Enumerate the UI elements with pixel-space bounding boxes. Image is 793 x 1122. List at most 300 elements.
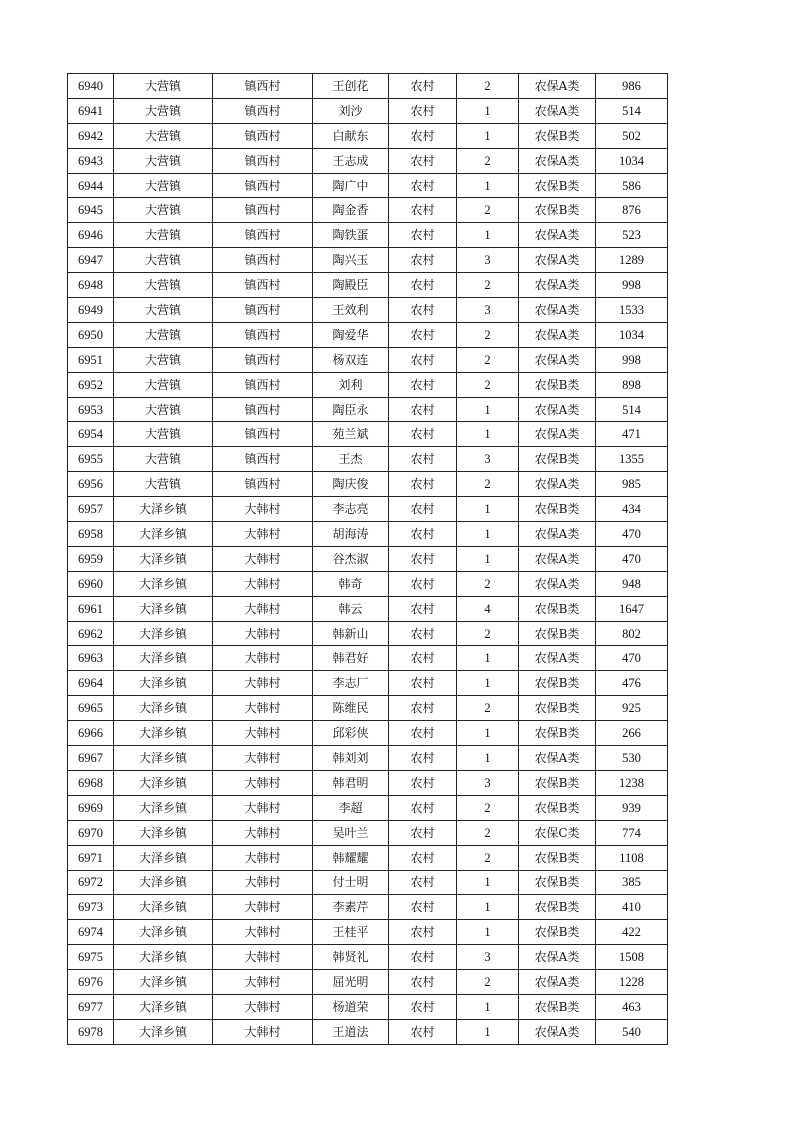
town-cell: 大营镇 bbox=[114, 397, 213, 422]
table-row bbox=[68, 546, 668, 571]
row-id-cell: 6970 bbox=[68, 820, 114, 845]
table-row bbox=[68, 845, 668, 870]
household-type-cell: 农村 bbox=[389, 895, 457, 920]
table-row bbox=[68, 148, 668, 173]
amount-cell: 523 bbox=[596, 223, 668, 248]
household-type-cell: 农村 bbox=[389, 422, 457, 447]
row-id-cell: 6958 bbox=[68, 522, 114, 547]
amount-cell: 948 bbox=[596, 571, 668, 596]
insurance-category-cell: 农保A类 bbox=[519, 571, 596, 596]
town-cell: 大营镇 bbox=[114, 322, 213, 347]
row-id-cell: 6960 bbox=[68, 571, 114, 596]
person-name-cell: 屈光明 bbox=[313, 970, 389, 995]
household-type-cell: 农村 bbox=[389, 322, 457, 347]
insurance-category-cell: 农保A类 bbox=[519, 248, 596, 273]
table-row bbox=[68, 298, 668, 323]
household-type-cell: 农村 bbox=[389, 795, 457, 820]
member-count-cell: 3 bbox=[457, 298, 519, 323]
row-id-cell: 6968 bbox=[68, 770, 114, 795]
insurance-category-cell: 农保B类 bbox=[519, 497, 596, 522]
person-name-cell: 陶庆俊 bbox=[313, 472, 389, 497]
person-name-cell: 王道法 bbox=[313, 1019, 389, 1044]
town-cell: 大泽乡镇 bbox=[114, 994, 213, 1019]
table-row bbox=[68, 696, 668, 721]
amount-cell: 998 bbox=[596, 347, 668, 372]
household-type-cell: 农村 bbox=[389, 472, 457, 497]
person-name-cell: 付士明 bbox=[313, 870, 389, 895]
member-count-cell: 2 bbox=[457, 198, 519, 223]
amount-cell: 925 bbox=[596, 696, 668, 721]
row-id-cell: 6943 bbox=[68, 148, 114, 173]
amount-cell: 876 bbox=[596, 198, 668, 223]
member-count-cell: 1 bbox=[457, 646, 519, 671]
row-id-cell: 6976 bbox=[68, 970, 114, 995]
village-cell: 大韩村 bbox=[213, 646, 313, 671]
insurance-category-cell: 农保A类 bbox=[519, 148, 596, 173]
row-id-cell: 6964 bbox=[68, 671, 114, 696]
town-cell: 大泽乡镇 bbox=[114, 895, 213, 920]
insurance-category-cell: 农保A类 bbox=[519, 746, 596, 771]
household-type-cell: 农村 bbox=[389, 173, 457, 198]
member-count-cell: 2 bbox=[457, 74, 519, 99]
village-cell: 大韩村 bbox=[213, 970, 313, 995]
member-count-cell: 2 bbox=[457, 322, 519, 347]
row-id-cell: 6971 bbox=[68, 845, 114, 870]
insurance-category-cell: 农保A类 bbox=[519, 397, 596, 422]
amount-cell: 476 bbox=[596, 671, 668, 696]
row-id-cell: 6953 bbox=[68, 397, 114, 422]
insurance-category-cell: 农保A类 bbox=[519, 422, 596, 447]
town-cell: 大泽乡镇 bbox=[114, 621, 213, 646]
town-cell: 大营镇 bbox=[114, 298, 213, 323]
person-name-cell: 王桂平 bbox=[313, 920, 389, 945]
row-id-cell: 6949 bbox=[68, 298, 114, 323]
member-count-cell: 1 bbox=[457, 546, 519, 571]
household-type-cell: 农村 bbox=[389, 845, 457, 870]
household-type-cell: 农村 bbox=[389, 621, 457, 646]
person-name-cell: 白献东 bbox=[313, 123, 389, 148]
amount-cell: 470 bbox=[596, 646, 668, 671]
amount-cell: 422 bbox=[596, 920, 668, 945]
insurance-category-cell: 农保B类 bbox=[519, 671, 596, 696]
person-name-cell: 王效利 bbox=[313, 298, 389, 323]
village-cell: 大韩村 bbox=[213, 870, 313, 895]
person-name-cell: 韩君好 bbox=[313, 646, 389, 671]
row-id-cell: 6951 bbox=[68, 347, 114, 372]
row-id-cell: 6963 bbox=[68, 646, 114, 671]
member-count-cell: 1 bbox=[457, 671, 519, 696]
person-name-cell: 李超 bbox=[313, 795, 389, 820]
person-name-cell: 胡海涛 bbox=[313, 522, 389, 547]
village-cell: 大韩村 bbox=[213, 546, 313, 571]
insurance-category-cell: 农保A类 bbox=[519, 298, 596, 323]
insurance-category-cell: 农保B类 bbox=[519, 596, 596, 621]
row-id-cell: 6956 bbox=[68, 472, 114, 497]
town-cell: 大泽乡镇 bbox=[114, 571, 213, 596]
table-row bbox=[68, 621, 668, 646]
member-count-cell: 1 bbox=[457, 422, 519, 447]
table-row bbox=[68, 571, 668, 596]
village-cell: 大韩村 bbox=[213, 845, 313, 870]
village-cell: 大韩村 bbox=[213, 820, 313, 845]
town-cell: 大泽乡镇 bbox=[114, 497, 213, 522]
row-id-cell: 6941 bbox=[68, 98, 114, 123]
table-row bbox=[68, 123, 668, 148]
person-name-cell: 王杰 bbox=[313, 447, 389, 472]
member-count-cell: 1 bbox=[457, 522, 519, 547]
row-id-cell: 6972 bbox=[68, 870, 114, 895]
member-count-cell: 1 bbox=[457, 173, 519, 198]
member-count-cell: 1 bbox=[457, 123, 519, 148]
member-count-cell: 3 bbox=[457, 447, 519, 472]
person-name-cell: 陶兴玉 bbox=[313, 248, 389, 273]
person-name-cell: 陶臣永 bbox=[313, 397, 389, 422]
household-type-cell: 农村 bbox=[389, 920, 457, 945]
amount-cell: 1647 bbox=[596, 596, 668, 621]
village-cell: 镇西村 bbox=[213, 447, 313, 472]
row-id-cell: 6975 bbox=[68, 945, 114, 970]
person-name-cell: 韩君明 bbox=[313, 770, 389, 795]
town-cell: 大营镇 bbox=[114, 248, 213, 273]
household-type-cell: 农村 bbox=[389, 522, 457, 547]
table-row bbox=[68, 198, 668, 223]
person-name-cell: 王志成 bbox=[313, 148, 389, 173]
amount-cell: 802 bbox=[596, 621, 668, 646]
amount-cell: 514 bbox=[596, 397, 668, 422]
row-id-cell: 6973 bbox=[68, 895, 114, 920]
amount-cell: 1034 bbox=[596, 148, 668, 173]
household-type-cell: 农村 bbox=[389, 273, 457, 298]
insurance-category-cell: 农保A类 bbox=[519, 223, 596, 248]
person-name-cell: 韩新山 bbox=[313, 621, 389, 646]
amount-cell: 410 bbox=[596, 895, 668, 920]
household-type-cell: 农村 bbox=[389, 74, 457, 99]
person-name-cell: 谷杰淑 bbox=[313, 546, 389, 571]
table-row bbox=[68, 98, 668, 123]
table-row bbox=[68, 173, 668, 198]
person-name-cell: 韩耀耀 bbox=[313, 845, 389, 870]
town-cell: 大泽乡镇 bbox=[114, 522, 213, 547]
insurance-category-cell: 农保A类 bbox=[519, 273, 596, 298]
insurance-category-cell: 农保A类 bbox=[519, 98, 596, 123]
amount-cell: 1228 bbox=[596, 970, 668, 995]
row-id-cell: 6946 bbox=[68, 223, 114, 248]
town-cell: 大营镇 bbox=[114, 173, 213, 198]
table-row bbox=[68, 721, 668, 746]
town-cell: 大泽乡镇 bbox=[114, 870, 213, 895]
row-id-cell: 6969 bbox=[68, 795, 114, 820]
person-name-cell: 李志厂 bbox=[313, 671, 389, 696]
row-id-cell: 6952 bbox=[68, 372, 114, 397]
member-count-cell: 1 bbox=[457, 98, 519, 123]
village-cell: 镇西村 bbox=[213, 372, 313, 397]
amount-cell: 540 bbox=[596, 1019, 668, 1044]
member-count-cell: 1 bbox=[457, 994, 519, 1019]
village-cell: 大韩村 bbox=[213, 1019, 313, 1044]
member-count-cell: 2 bbox=[457, 845, 519, 870]
person-name-cell: 李素芹 bbox=[313, 895, 389, 920]
row-id-cell: 6962 bbox=[68, 621, 114, 646]
town-cell: 大泽乡镇 bbox=[114, 671, 213, 696]
person-name-cell: 陶爱华 bbox=[313, 322, 389, 347]
household-type-cell: 农村 bbox=[389, 721, 457, 746]
household-type-cell: 农村 bbox=[389, 298, 457, 323]
town-cell: 大泽乡镇 bbox=[114, 646, 213, 671]
town-cell: 大泽乡镇 bbox=[114, 920, 213, 945]
table-row bbox=[68, 671, 668, 696]
amount-cell: 530 bbox=[596, 746, 668, 771]
table-row bbox=[68, 322, 668, 347]
person-name-cell: 陶金香 bbox=[313, 198, 389, 223]
row-id-cell: 6959 bbox=[68, 546, 114, 571]
person-name-cell: 陶铁蛋 bbox=[313, 223, 389, 248]
table-row bbox=[68, 347, 668, 372]
amount-cell: 514 bbox=[596, 98, 668, 123]
village-cell: 大韩村 bbox=[213, 571, 313, 596]
member-count-cell: 2 bbox=[457, 372, 519, 397]
insurance-category-cell: 农保B类 bbox=[519, 198, 596, 223]
insurance-category-cell: 农保A类 bbox=[519, 74, 596, 99]
person-name-cell: 陈维民 bbox=[313, 696, 389, 721]
amount-cell: 1238 bbox=[596, 770, 668, 795]
insurance-category-cell: 农保B类 bbox=[519, 621, 596, 646]
table-row bbox=[68, 497, 668, 522]
village-cell: 镇西村 bbox=[213, 98, 313, 123]
insurance-category-cell: 农保A类 bbox=[519, 1019, 596, 1044]
person-name-cell: 刘利 bbox=[313, 372, 389, 397]
insurance-category-cell: 农保A类 bbox=[519, 945, 596, 970]
insurance-category-cell: 农保B类 bbox=[519, 721, 596, 746]
village-cell: 镇西村 bbox=[213, 397, 313, 422]
table-row bbox=[68, 870, 668, 895]
town-cell: 大泽乡镇 bbox=[114, 795, 213, 820]
household-type-cell: 农村 bbox=[389, 347, 457, 372]
town-cell: 大营镇 bbox=[114, 98, 213, 123]
member-count-cell: 2 bbox=[457, 820, 519, 845]
member-count-cell: 2 bbox=[457, 696, 519, 721]
village-cell: 大韩村 bbox=[213, 671, 313, 696]
village-cell: 镇西村 bbox=[213, 74, 313, 99]
member-count-cell: 2 bbox=[457, 621, 519, 646]
town-cell: 大泽乡镇 bbox=[114, 845, 213, 870]
town-cell: 大营镇 bbox=[114, 372, 213, 397]
table-row bbox=[68, 795, 668, 820]
row-id-cell: 6950 bbox=[68, 322, 114, 347]
person-name-cell: 陶殿臣 bbox=[313, 273, 389, 298]
village-cell: 大韩村 bbox=[213, 746, 313, 771]
amount-cell: 1533 bbox=[596, 298, 668, 323]
household-type-cell: 农村 bbox=[389, 646, 457, 671]
member-count-cell: 2 bbox=[457, 970, 519, 995]
table-row bbox=[68, 920, 668, 945]
records-table bbox=[67, 73, 668, 1045]
village-cell: 大韩村 bbox=[213, 945, 313, 970]
town-cell: 大泽乡镇 bbox=[114, 746, 213, 771]
town-cell: 大营镇 bbox=[114, 273, 213, 298]
insurance-category-cell: 农保A类 bbox=[519, 522, 596, 547]
town-cell: 大泽乡镇 bbox=[114, 945, 213, 970]
insurance-category-cell: 农保B类 bbox=[519, 895, 596, 920]
row-id-cell: 6954 bbox=[68, 422, 114, 447]
amount-cell: 1508 bbox=[596, 945, 668, 970]
row-id-cell: 6944 bbox=[68, 173, 114, 198]
table-row bbox=[68, 970, 668, 995]
town-cell: 大营镇 bbox=[114, 347, 213, 372]
household-type-cell: 农村 bbox=[389, 447, 457, 472]
amount-cell: 502 bbox=[596, 123, 668, 148]
amount-cell: 586 bbox=[596, 173, 668, 198]
town-cell: 大营镇 bbox=[114, 223, 213, 248]
table-row bbox=[68, 596, 668, 621]
amount-cell: 1355 bbox=[596, 447, 668, 472]
village-cell: 镇西村 bbox=[213, 248, 313, 273]
person-name-cell: 韩刘刘 bbox=[313, 746, 389, 771]
table-row bbox=[68, 223, 668, 248]
amount-cell: 385 bbox=[596, 870, 668, 895]
town-cell: 大营镇 bbox=[114, 148, 213, 173]
village-cell: 镇西村 bbox=[213, 123, 313, 148]
household-type-cell: 农村 bbox=[389, 820, 457, 845]
town-cell: 大营镇 bbox=[114, 447, 213, 472]
member-count-cell: 3 bbox=[457, 945, 519, 970]
town-cell: 大泽乡镇 bbox=[114, 596, 213, 621]
village-cell: 大韩村 bbox=[213, 497, 313, 522]
insurance-category-cell: 农保A类 bbox=[519, 970, 596, 995]
town-cell: 大泽乡镇 bbox=[114, 546, 213, 571]
member-count-cell: 1 bbox=[457, 1019, 519, 1044]
person-name-cell: 陶广中 bbox=[313, 173, 389, 198]
town-cell: 大泽乡镇 bbox=[114, 1019, 213, 1044]
village-cell: 大韩村 bbox=[213, 621, 313, 646]
person-name-cell: 吴叶兰 bbox=[313, 820, 389, 845]
amount-cell: 266 bbox=[596, 721, 668, 746]
person-name-cell: 韩奇 bbox=[313, 571, 389, 596]
village-cell: 镇西村 bbox=[213, 223, 313, 248]
table-row bbox=[68, 646, 668, 671]
member-count-cell: 1 bbox=[457, 870, 519, 895]
row-id-cell: 6961 bbox=[68, 596, 114, 621]
village-cell: 镇西村 bbox=[213, 472, 313, 497]
town-cell: 大营镇 bbox=[114, 123, 213, 148]
village-cell: 镇西村 bbox=[213, 198, 313, 223]
table-row bbox=[68, 273, 668, 298]
member-count-cell: 2 bbox=[457, 273, 519, 298]
table-row bbox=[68, 820, 668, 845]
row-id-cell: 6978 bbox=[68, 1019, 114, 1044]
village-cell: 镇西村 bbox=[213, 422, 313, 447]
village-cell: 镇西村 bbox=[213, 347, 313, 372]
insurance-category-cell: 农保B类 bbox=[519, 770, 596, 795]
table-body bbox=[68, 74, 668, 1045]
person-name-cell: 邱彩侠 bbox=[313, 721, 389, 746]
amount-cell: 1034 bbox=[596, 322, 668, 347]
town-cell: 大营镇 bbox=[114, 422, 213, 447]
insurance-category-cell: 农保B类 bbox=[519, 994, 596, 1019]
town-cell: 大营镇 bbox=[114, 198, 213, 223]
member-count-cell: 2 bbox=[457, 347, 519, 372]
household-type-cell: 农村 bbox=[389, 198, 457, 223]
table-row bbox=[68, 372, 668, 397]
person-name-cell: 王创花 bbox=[313, 74, 389, 99]
household-type-cell: 农村 bbox=[389, 696, 457, 721]
insurance-category-cell: 农保A类 bbox=[519, 646, 596, 671]
village-cell: 大韩村 bbox=[213, 522, 313, 547]
insurance-category-cell: 农保A类 bbox=[519, 472, 596, 497]
person-name-cell: 杨道荣 bbox=[313, 994, 389, 1019]
household-type-cell: 农村 bbox=[389, 223, 457, 248]
amount-cell: 998 bbox=[596, 273, 668, 298]
person-name-cell: 杨双连 bbox=[313, 347, 389, 372]
row-id-cell: 6965 bbox=[68, 696, 114, 721]
town-cell: 大泽乡镇 bbox=[114, 970, 213, 995]
member-count-cell: 3 bbox=[457, 770, 519, 795]
row-id-cell: 6955 bbox=[68, 447, 114, 472]
amount-cell: 470 bbox=[596, 546, 668, 571]
household-type-cell: 农村 bbox=[389, 870, 457, 895]
table-row bbox=[68, 472, 668, 497]
table-row bbox=[68, 1019, 668, 1044]
table-row bbox=[68, 422, 668, 447]
row-id-cell: 6948 bbox=[68, 273, 114, 298]
insurance-category-cell: 农保C类 bbox=[519, 820, 596, 845]
amount-cell: 434 bbox=[596, 497, 668, 522]
member-count-cell: 4 bbox=[457, 596, 519, 621]
amount-cell: 774 bbox=[596, 820, 668, 845]
village-cell: 大韩村 bbox=[213, 920, 313, 945]
amount-cell: 939 bbox=[596, 795, 668, 820]
amount-cell: 1289 bbox=[596, 248, 668, 273]
row-id-cell: 6947 bbox=[68, 248, 114, 273]
member-count-cell: 1 bbox=[457, 497, 519, 522]
household-type-cell: 农村 bbox=[389, 571, 457, 596]
village-cell: 镇西村 bbox=[213, 148, 313, 173]
insurance-category-cell: 农保B类 bbox=[519, 870, 596, 895]
household-type-cell: 农村 bbox=[389, 671, 457, 696]
table-row bbox=[68, 522, 668, 547]
insurance-category-cell: 农保B类 bbox=[519, 920, 596, 945]
household-type-cell: 农村 bbox=[389, 497, 457, 522]
table-row bbox=[68, 746, 668, 771]
village-cell: 镇西村 bbox=[213, 322, 313, 347]
person-name-cell: 韩贤礼 bbox=[313, 945, 389, 970]
row-id-cell: 6966 bbox=[68, 721, 114, 746]
table-row bbox=[68, 994, 668, 1019]
amount-cell: 463 bbox=[596, 994, 668, 1019]
household-type-cell: 农村 bbox=[389, 397, 457, 422]
household-type-cell: 农村 bbox=[389, 372, 457, 397]
household-type-cell: 农村 bbox=[389, 596, 457, 621]
household-type-cell: 农村 bbox=[389, 770, 457, 795]
amount-cell: 470 bbox=[596, 522, 668, 547]
insurance-category-cell: 农保A类 bbox=[519, 546, 596, 571]
member-count-cell: 1 bbox=[457, 895, 519, 920]
amount-cell: 471 bbox=[596, 422, 668, 447]
row-id-cell: 6945 bbox=[68, 198, 114, 223]
town-cell: 大泽乡镇 bbox=[114, 721, 213, 746]
insurance-category-cell: 农保B类 bbox=[519, 123, 596, 148]
household-type-cell: 农村 bbox=[389, 970, 457, 995]
town-cell: 大泽乡镇 bbox=[114, 820, 213, 845]
row-id-cell: 6940 bbox=[68, 74, 114, 99]
insurance-category-cell: 农保B类 bbox=[519, 845, 596, 870]
table-row bbox=[68, 945, 668, 970]
household-type-cell: 农村 bbox=[389, 98, 457, 123]
table-row bbox=[68, 447, 668, 472]
household-type-cell: 农村 bbox=[389, 148, 457, 173]
table-row bbox=[68, 895, 668, 920]
member-count-cell: 3 bbox=[457, 248, 519, 273]
household-type-cell: 农村 bbox=[389, 123, 457, 148]
